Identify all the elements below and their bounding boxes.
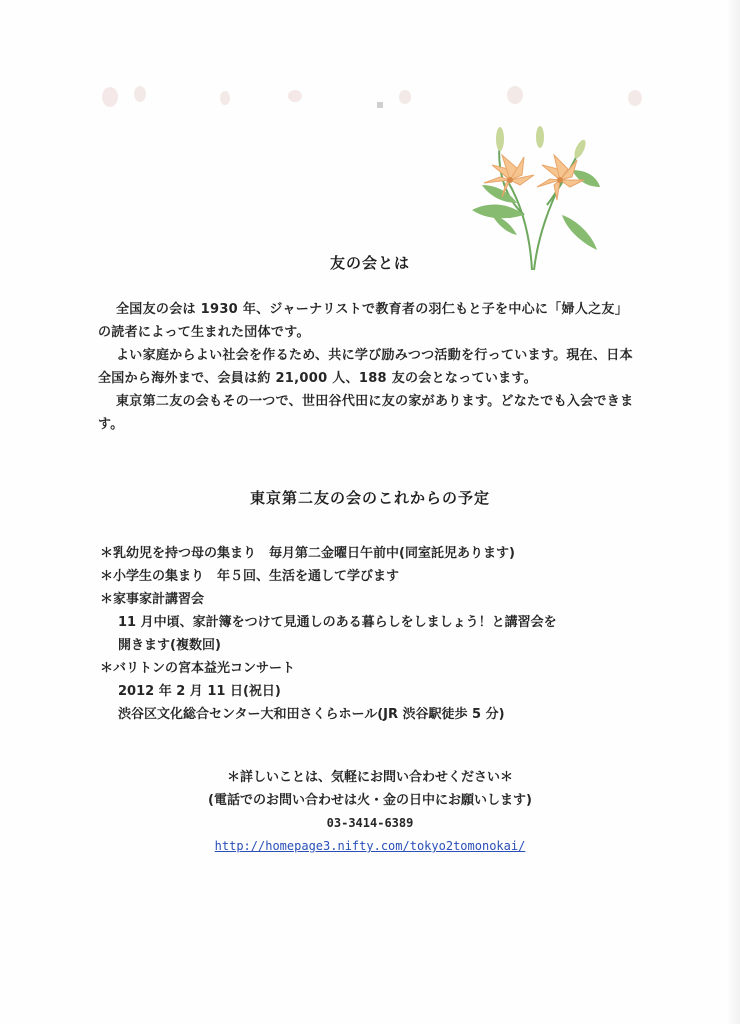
schedule-item: ＊乳幼児を持つ母の集まり 毎月第二金曜日午前中(同室託児あります) [100,546,515,561]
schedule-item: ＊小学生の集まり 年５回、生活を通して学びます [100,569,400,584]
faint-header-bleed [95,82,655,112]
about-body [98,298,638,436]
about-paragraph: 全国友の会は 1930 年、ジャーナリストで教育者の羽仁もと子を中心に「婦人之友」の読者によって生まれた団体です。 [98,302,629,340]
contact-phone: 03-3414-6389 [326,816,414,830]
schedule-item-detail: 2012 年 2 月 11 日(祝日) [118,684,281,699]
schedule-item-detail: 渋谷区文化総合センター大和田さくらホール(JR 渋谷駅徒歩 5 分) [118,707,505,722]
schedule-list [100,542,660,726]
schedule-title: 東京第二友の会のこれからの予定 [249,489,490,507]
contact-note: (電話でのお問い合わせは火・金の日中にお願いします) [208,793,532,808]
schedule-item-detail: 開きます(複数回) [118,638,221,653]
contact-headline: ＊詳しいことは、気軽にお問い合わせください＊ [226,770,513,785]
scan-edge [728,0,740,1024]
about-paragraph: 東京第二友の会もその一つで、世田谷代田に友の家があります。どなたでも入会できます。 [98,394,634,432]
contact-block [0,766,740,858]
schedule-item: ＊バリトンの宮本益光コンサート [100,661,296,676]
homepage-link[interactable]: http://homepage3.nifty.com/tokyo2tomonokai/ [214,839,526,853]
lily-illustration-icon [462,125,602,270]
schedule-item-detail: 11 月中頃、家計簿をつけて見通しのある暮らしをしましょう！と講習会を [118,615,557,630]
about-paragraph: よい家庭からよい社会を作るため、共に学び励みつつ活動を行っています。現在、日本全国から海外まで、会員は約 21,000 人、188 友の会となっています。 [98,348,633,386]
about-title: 友の会とは [329,254,410,272]
schedule-item: ＊家事家計講習会 [100,592,205,607]
